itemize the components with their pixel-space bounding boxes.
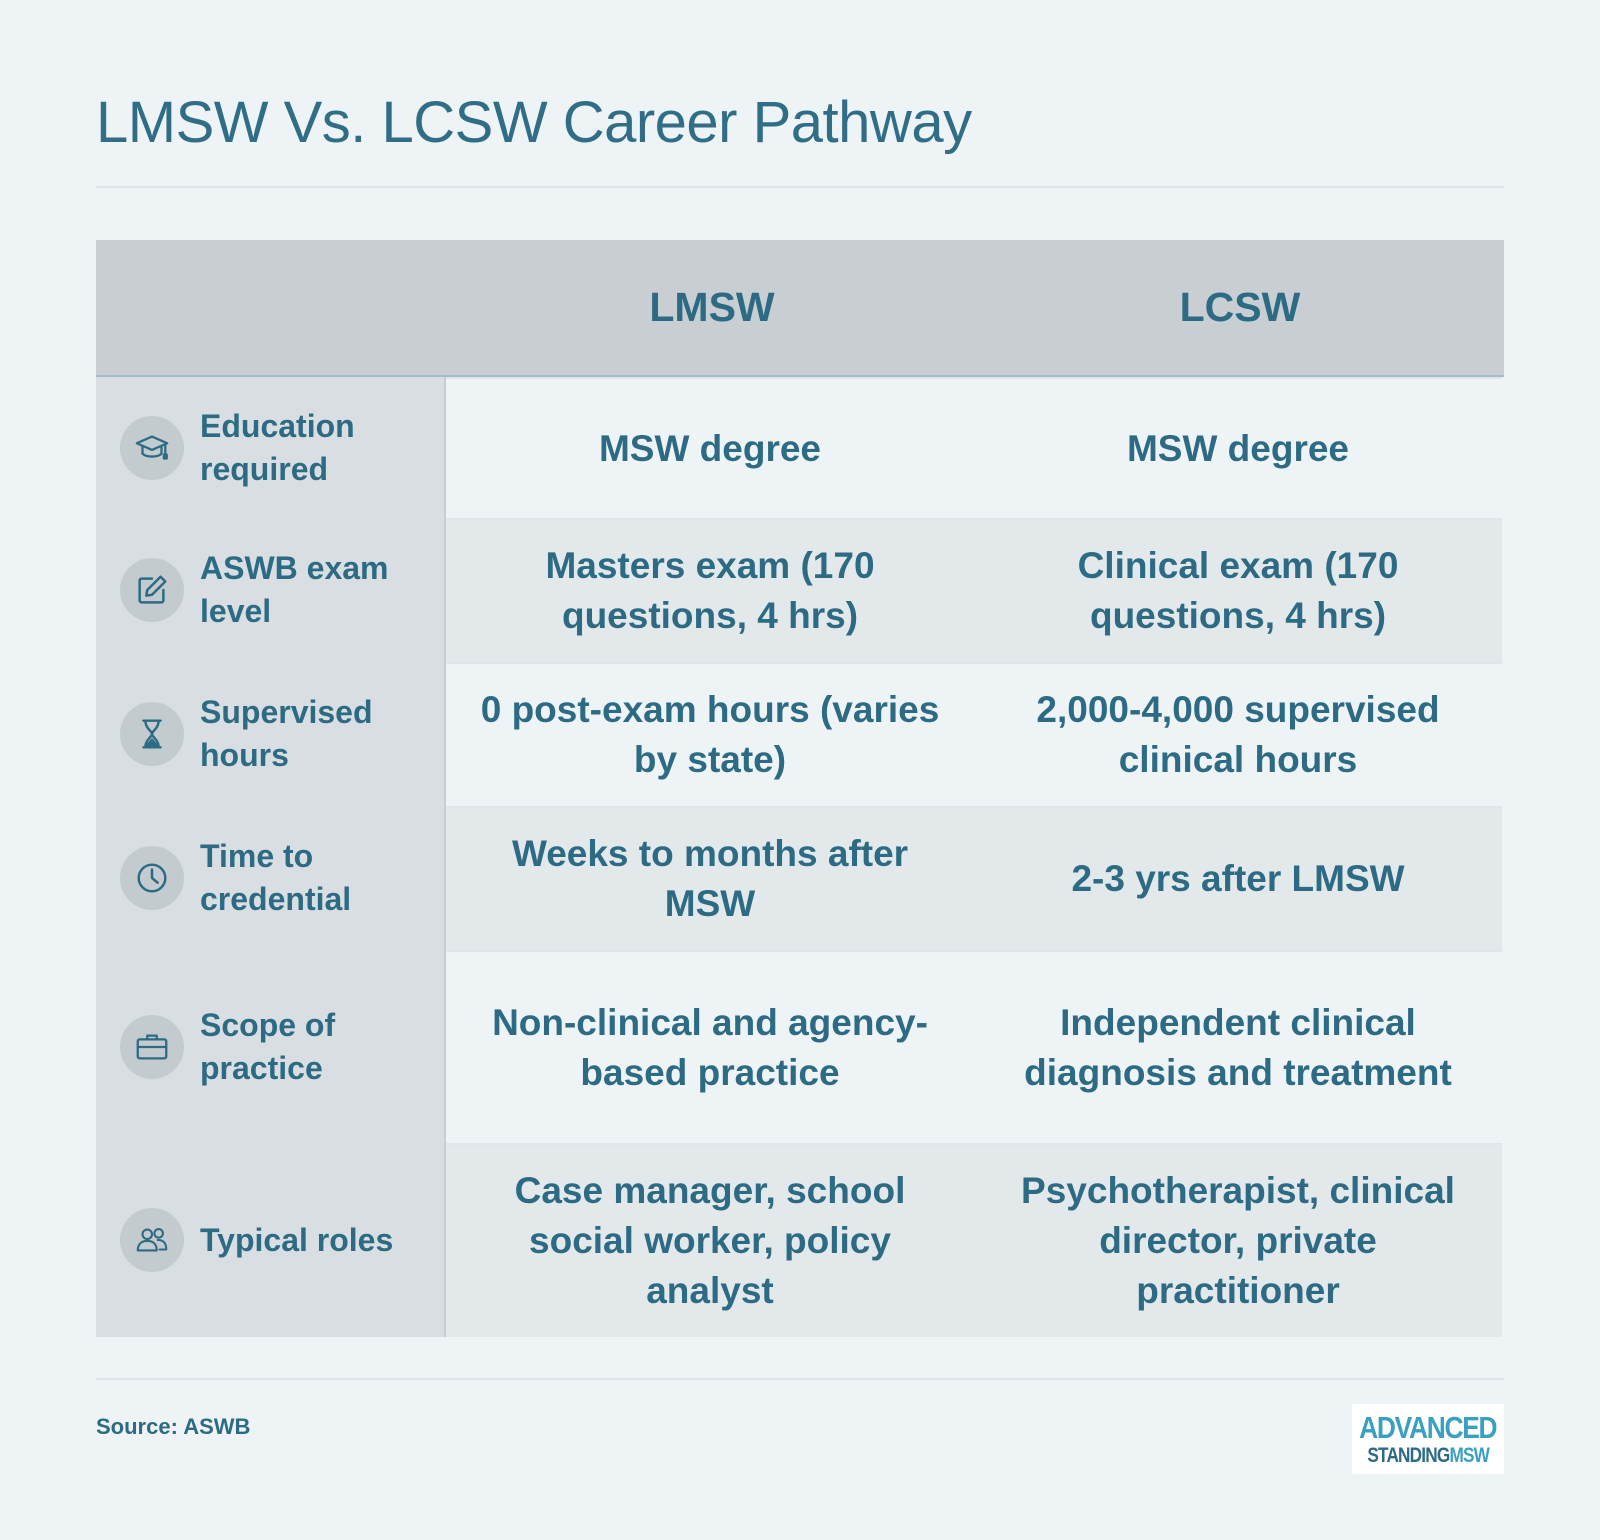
comparison-table	[96, 240, 1504, 1337]
row-label	[96, 377, 446, 518]
column-header-lcsw: LCSW	[1179, 284, 1301, 330]
lcsw-cell: Clinical exam (170 questions, 4 hrs)	[974, 518, 1502, 662]
logo-standing: STANDING	[1367, 1444, 1450, 1467]
lmsw-cell: Weeks to months after MSW	[446, 806, 974, 950]
table-row	[96, 377, 1504, 518]
source-note: Source: ASWB	[96, 1414, 251, 1439]
table-header	[96, 240, 1504, 377]
lmsw-cell: Masters exam (170 questions, 4 hrs)	[446, 518, 974, 662]
logo-line-1: ADVANCED	[1359, 1410, 1497, 1445]
row-label	[96, 950, 446, 1143]
table-row	[96, 662, 1504, 806]
row-label	[96, 662, 446, 806]
people-icon	[120, 1208, 184, 1272]
logo-msw: MSW	[1449, 1444, 1489, 1467]
row-label	[96, 518, 446, 662]
page-title: LMSW Vs. LCSW Career Pathway	[96, 90, 972, 155]
table-row	[96, 806, 1504, 950]
hourglass-icon	[120, 702, 184, 766]
lcsw-cell: 2-3 yrs after LMSW	[974, 806, 1502, 950]
lcsw-cell: Independent clinical diagnosis and treatment	[974, 950, 1502, 1143]
row-label-text: Time to credential	[200, 838, 352, 917]
table-row	[96, 950, 1504, 1143]
lmsw-cell: 0 post-exam hours (varies by state)	[446, 662, 974, 806]
row-label-text: ASWB exam level	[200, 550, 389, 629]
row-label	[96, 1143, 446, 1337]
footer-divider	[96, 1378, 1504, 1380]
lmsw-cell: MSW degree	[446, 377, 974, 518]
lcsw-cell: 2,000-4,000 supervised clinical hours	[974, 662, 1502, 806]
row-label-text: Education required	[200, 407, 355, 487]
brand-logo	[1352, 1404, 1504, 1474]
row-label-text: Typical roles	[200, 1221, 394, 1258]
table-row	[96, 1143, 1504, 1337]
pencil-square-icon	[120, 558, 184, 622]
lcsw-cell: Psychotherapist, clinical director, private practitioner	[974, 1143, 1502, 1337]
table-row	[96, 518, 1504, 662]
lmsw-cell: Case manager, school social worker, policy analyst	[446, 1143, 974, 1337]
title-divider	[96, 186, 1504, 188]
row-label-text: Scope of practice	[200, 1006, 336, 1086]
briefcase-icon	[120, 1015, 184, 1079]
row-label	[96, 806, 446, 950]
lcsw-cell: MSW degree	[974, 377, 1502, 518]
logo-line-2	[1367, 1445, 1489, 1466]
header-blank-cell	[96, 240, 448, 375]
column-header-lmsw: LMSW	[649, 284, 775, 330]
row-label-text: Supervised hours	[200, 694, 373, 773]
clock-icon	[120, 846, 184, 910]
lmsw-cell: Non-clinical and agency-based practice	[446, 950, 974, 1143]
graduation-cap-icon	[120, 416, 184, 480]
